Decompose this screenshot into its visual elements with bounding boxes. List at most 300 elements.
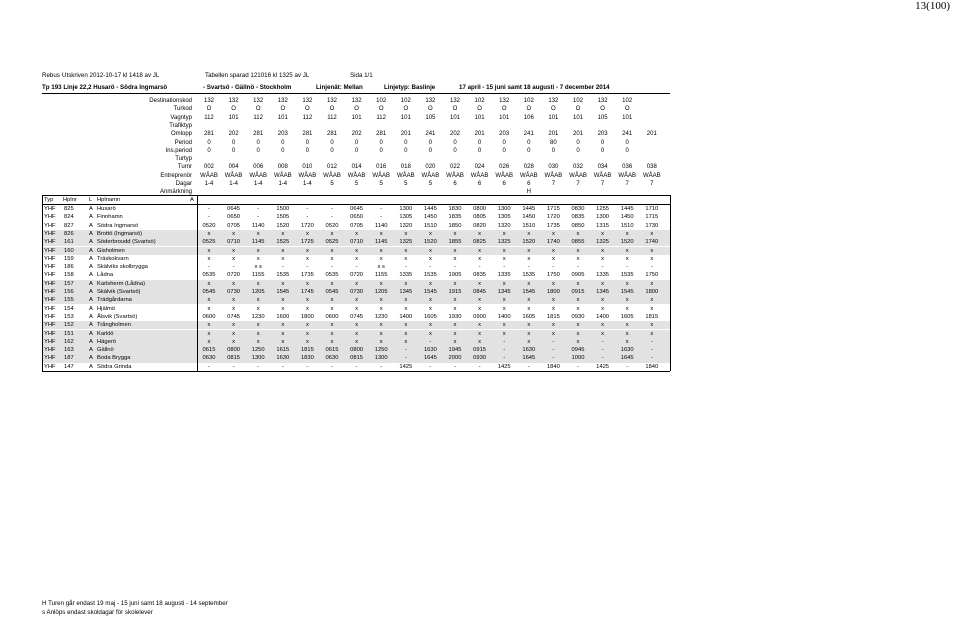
field-value: 101 <box>351 114 362 121</box>
stop-number: 162 <box>64 338 74 345</box>
field-value: O <box>329 106 335 113</box>
time-cell: x <box>551 322 555 329</box>
field-value: 028 <box>523 164 534 171</box>
stop-number: 187 <box>64 355 74 362</box>
time-cell: 1630 <box>522 347 536 354</box>
time-cell: 1645 <box>620 355 634 362</box>
table-top-rule <box>42 195 670 196</box>
time-cell: 1905 <box>448 272 462 279</box>
field-value: 112 <box>327 114 337 121</box>
field-value: WÅAB <box>593 172 612 179</box>
time-cell: x <box>330 297 334 304</box>
field-value: 132 <box>277 98 288 104</box>
time-cell: x <box>478 247 482 254</box>
time-cell: 1740 <box>546 239 560 246</box>
time-cell: - <box>650 347 653 354</box>
time-cell: x <box>355 280 359 287</box>
time-cell: - <box>208 214 210 221</box>
field-value: 5 <box>330 181 334 187</box>
field-value: 101 <box>572 114 583 121</box>
time-cell: 0520 <box>325 222 339 229</box>
time-cell: x <box>404 330 408 337</box>
time-cell: x <box>428 322 432 329</box>
field-label: Turtyp <box>175 156 192 163</box>
time-cell: 0800 <box>473 206 487 212</box>
time-cell: 1535 <box>423 272 437 279</box>
time-cell: - <box>601 338 604 345</box>
time-cell: x <box>281 230 285 237</box>
time-cell: 1520 <box>423 239 437 246</box>
time-cell: x <box>428 330 432 337</box>
time-cell: x <box>305 322 309 329</box>
time-cell: x <box>453 338 457 345</box>
field-value: 0 <box>305 147 310 154</box>
stop-name: Skälvik (Svartsö) <box>97 289 141 295</box>
field-value: 201 <box>474 131 485 138</box>
time-cell: 1725 <box>300 239 314 246</box>
field-value: 201 <box>400 131 411 138</box>
field-value: 132 <box>425 98 436 104</box>
stop-l: A <box>89 247 93 254</box>
time-cell: 1835 <box>448 214 462 221</box>
stop-name: Hjälmö <box>97 305 116 312</box>
field-label: Turkod <box>173 106 192 113</box>
field-value: WÅAB <box>347 172 366 179</box>
field-value: 0 <box>231 147 236 154</box>
stop-l: A <box>89 272 93 279</box>
table-row <box>42 313 670 321</box>
time-cell: 0855 <box>571 239 585 246</box>
time-cell: x <box>601 305 605 312</box>
time-cell: 0600 <box>325 313 339 320</box>
col-hplnamn: Hplnamn <box>97 197 121 203</box>
field-value: H <box>526 189 531 196</box>
stop-number: 826 <box>64 230 74 237</box>
time-cell: x <box>428 247 432 254</box>
time-cell: x s <box>254 264 262 271</box>
time-cell: x <box>256 255 260 262</box>
time-cell: 1335 <box>497 272 511 279</box>
time-cell: 0800 <box>227 347 241 354</box>
table-right-border <box>670 195 671 371</box>
time-cell: 1205 <box>251 289 265 295</box>
time-cell: x <box>379 297 383 304</box>
time-cell: 0915 <box>473 347 487 354</box>
field-value: 0 <box>600 147 605 154</box>
time-cell: x <box>502 322 506 329</box>
time-cell: x <box>478 330 482 337</box>
time-cell: x <box>404 338 408 345</box>
time-cell: x <box>379 247 383 254</box>
stop-number: 160 <box>64 247 74 254</box>
table-row <box>42 238 670 246</box>
table-row <box>42 280 670 288</box>
stop-l: A <box>89 313 93 320</box>
time-cell: x <box>281 297 285 304</box>
time-cell: x <box>502 330 506 337</box>
time-cell: 0835 <box>571 214 585 221</box>
field-value: WÅAB <box>298 172 317 179</box>
field-value: 0 <box>404 147 408 154</box>
time-cell: 0930 <box>571 313 585 320</box>
time-cell: - <box>306 264 309 271</box>
time-cell: 1630 <box>423 347 437 354</box>
time-cell: 0900 <box>473 313 487 320</box>
field-value: 101 <box>400 114 411 121</box>
stop-name: Husarö <box>97 206 116 212</box>
time-cell: 1735 <box>300 272 314 279</box>
time-cell: 1815 <box>546 313 560 320</box>
field-value: 0 <box>207 147 211 154</box>
time-cell: x <box>330 255 334 262</box>
table-row <box>42 321 670 329</box>
field-value: 101 <box>622 114 633 121</box>
stop-type: YHF <box>44 305 56 312</box>
time-cell: - <box>552 338 555 345</box>
time-cell: x <box>576 255 580 262</box>
time-cell: x <box>330 305 334 312</box>
stop-type: YHF <box>44 297 56 304</box>
field-value: O <box>452 106 458 113</box>
col-a: A <box>190 197 194 203</box>
time-cell: 0705 <box>350 222 364 229</box>
stop-type: YHF <box>44 255 56 262</box>
field-value: O <box>280 106 286 113</box>
time-cell: x <box>232 297 236 304</box>
time-cell: 1300 <box>497 206 511 212</box>
time-cell: - <box>454 264 456 271</box>
time-cell: x <box>281 280 285 287</box>
rebus-label: Rebus <box>42 72 60 79</box>
time-cell: x <box>650 280 654 287</box>
time-cell: x <box>330 280 334 287</box>
col-typ: Typ <box>44 197 54 203</box>
time-cell: 1645 <box>522 355 536 362</box>
time-cell: x <box>207 322 211 329</box>
time-cell: x <box>379 322 383 329</box>
stop-type: YHF <box>44 347 56 354</box>
time-cell: 1450 <box>522 214 536 221</box>
time-cell: 0905 <box>571 272 585 279</box>
stop-number: 163 <box>64 347 74 354</box>
time-cell: 0710 <box>350 239 364 246</box>
field-value: 102 <box>523 98 534 104</box>
time-cell: x <box>551 230 555 237</box>
time-cell: x <box>453 255 457 262</box>
time-cell: - <box>650 264 653 271</box>
field-value: 112 <box>302 114 313 121</box>
time-cell: 0720 <box>350 272 364 279</box>
table-row <box>42 363 670 371</box>
time-cell: 1155 <box>374 272 388 279</box>
field-value: 102 <box>376 98 387 104</box>
time-cell: 1230 <box>374 313 388 320</box>
field-value: 203 <box>597 131 608 138</box>
time-cell: 1315 <box>596 222 610 229</box>
time-cell: x <box>625 305 629 312</box>
time-cell: x <box>355 255 359 262</box>
time-cell: 1600 <box>276 313 290 320</box>
field-value: WÅAB <box>446 172 464 179</box>
stop-type: YHF <box>44 230 56 237</box>
field-value: 132 <box>228 98 239 104</box>
field-value: 034 <box>597 164 608 171</box>
time-cell: x <box>379 305 383 312</box>
field-value: 002 <box>203 164 214 171</box>
field-value: 132 <box>203 98 214 104</box>
time-cell: x <box>601 280 605 287</box>
field-value: 102 <box>400 98 411 104</box>
field-value: 0 <box>354 147 359 154</box>
field-value: 7 <box>625 181 629 187</box>
time-cell: 0525 <box>325 239 339 246</box>
time-cell: 0630 <box>325 355 339 362</box>
stop-number: 154 <box>64 305 74 312</box>
time-cell: - <box>552 355 555 362</box>
time-cell: - <box>331 214 333 221</box>
field-value: 202 <box>228 131 239 138</box>
stop-type: YHF <box>44 272 56 279</box>
time-cell: x <box>625 230 629 237</box>
stop-type: YHF <box>44 239 56 246</box>
time-cell: x <box>404 322 408 329</box>
time-cell: x <box>305 255 309 262</box>
field-value: 281 <box>253 131 264 138</box>
time-cell: x <box>207 297 211 304</box>
time-cell: x <box>527 297 531 304</box>
time-cell: x <box>502 247 506 254</box>
time-cell: 1930 <box>448 313 462 320</box>
time-cell: 1605 <box>620 313 634 320</box>
field-value: O <box>231 106 236 113</box>
field-value: 5 <box>404 181 408 187</box>
field-value: 1-4 <box>229 181 238 187</box>
time-cell: 1445 <box>620 206 634 212</box>
time-cell: - <box>380 214 383 221</box>
time-cell: 1645 <box>423 355 437 362</box>
field-label: Turnr <box>177 164 192 171</box>
time-cell: x <box>330 338 334 345</box>
field-value: 201 <box>572 131 583 138</box>
time-cell: - <box>503 355 506 362</box>
printed-info: Utskriven 2012-10-17 kl 1418 av JL <box>62 72 160 79</box>
field-value: 0 <box>625 147 629 154</box>
time-cell: x <box>625 338 629 345</box>
time-cell: x <box>551 247 555 254</box>
time-cell: x <box>650 297 654 304</box>
field-value: O <box>378 106 384 113</box>
stop-number: 161 <box>64 239 74 246</box>
time-cell: 0650 <box>227 214 241 221</box>
time-cell: 1945 <box>448 347 462 354</box>
time-cell: x <box>207 338 211 345</box>
field-value: O <box>428 106 433 113</box>
time-cell: 1250 <box>374 347 388 354</box>
time-cell: x <box>625 330 629 337</box>
stop-number: 157 <box>64 280 74 287</box>
time-cell: - <box>454 363 456 370</box>
time-cell: x <box>625 280 629 287</box>
field-value: WÅAB <box>396 172 415 179</box>
stop-number: 186 <box>64 264 74 271</box>
table-row <box>42 288 670 296</box>
field-value: 101 <box>277 114 288 121</box>
field-label: Period <box>174 139 192 146</box>
field-value: 241 <box>523 131 534 138</box>
field-value: O <box>551 106 556 113</box>
time-cell: x <box>355 247 359 254</box>
saved-info: Tabellen sparad 121016 kl 1325 av JL <box>205 72 310 79</box>
time-cell: x <box>502 230 506 237</box>
time-cell: x <box>551 330 555 337</box>
time-cell: x <box>453 330 457 337</box>
time-cell: x <box>601 255 605 262</box>
time-cell: - <box>503 264 506 271</box>
field-value: WÅAB <box>519 172 538 179</box>
time-cell: x <box>478 280 482 287</box>
field-value: 102 <box>622 98 633 104</box>
time-cell: x <box>256 330 260 337</box>
time-cell: x <box>650 330 654 337</box>
time-cell: x <box>551 305 555 312</box>
stop-number: 825 <box>64 206 74 212</box>
time-cell: 0745 <box>350 313 364 320</box>
time-cell: 1445 <box>423 206 437 212</box>
time-cell: 1505 <box>276 214 290 221</box>
stop-type: YHF <box>44 289 56 295</box>
field-value: 102 <box>474 98 485 104</box>
time-cell: x <box>281 330 285 337</box>
time-cell: x <box>601 330 605 337</box>
time-cell: - <box>626 363 629 370</box>
time-cell: 1615 <box>276 347 290 354</box>
time-cell: x <box>576 297 580 304</box>
field-value: O <box>575 106 581 113</box>
page-info: Sida 1/1 <box>350 72 373 79</box>
field-value: 0 <box>477 139 482 146</box>
time-cell: x <box>650 322 654 329</box>
time-cell: 0600 <box>202 313 216 320</box>
field-label: Anmärkning <box>159 189 192 196</box>
time-cell: x <box>330 230 334 237</box>
time-cell: 1255 <box>596 206 610 212</box>
time-cell: 1400 <box>596 313 610 320</box>
time-cell: x <box>527 322 531 329</box>
field-value: 132 <box>302 98 313 104</box>
stop-number: 827 <box>64 222 74 229</box>
header-rule <box>42 93 670 94</box>
time-cell: x <box>576 338 580 345</box>
field-value: 281 <box>326 131 337 138</box>
field-value: O <box>206 106 212 113</box>
field-value: 036 <box>622 164 633 171</box>
table-row <box>42 205 670 213</box>
time-cell: 0730 <box>227 289 241 295</box>
field-value: 0 <box>281 147 285 154</box>
field-value: WÅAB <box>569 172 587 179</box>
field-value: 6 <box>527 181 531 187</box>
time-cell: x <box>355 230 359 237</box>
stop-l: A <box>89 214 93 221</box>
time-cell: - <box>503 338 506 345</box>
field-label: Omlopp <box>170 131 192 138</box>
time-cell: 1445 <box>522 206 536 212</box>
time-cell: - <box>552 264 555 271</box>
time-cell: 1545 <box>522 289 536 295</box>
field-value: 202 <box>351 131 362 138</box>
field-value: 004 <box>228 164 239 171</box>
time-cell: 0850 <box>571 222 585 229</box>
field-value: O <box>403 106 409 113</box>
time-cell: 1145 <box>374 239 388 246</box>
stop-type: YHF <box>44 247 56 254</box>
time-cell: x <box>404 247 408 254</box>
page-number: 13(100) <box>915 0 950 12</box>
time-cell: 1520 <box>276 222 290 229</box>
stop-type: YHF <box>44 330 56 337</box>
stop-name: Lådna <box>97 272 114 279</box>
time-cell: 1545 <box>620 289 634 295</box>
time-cell: x <box>428 255 432 262</box>
stop-name: Hägerö <box>97 338 117 345</box>
time-cell: 1320 <box>497 222 511 229</box>
time-cell: - <box>478 264 481 271</box>
table-row <box>42 222 670 230</box>
time-cell: 0650 <box>350 214 364 221</box>
time-cell: 0915 <box>571 289 585 295</box>
table-row <box>42 230 670 238</box>
time-cell: - <box>601 347 604 354</box>
time-cell: x <box>478 322 482 329</box>
time-cell: x <box>576 330 580 337</box>
time-cell: 0800 <box>350 347 364 354</box>
time-cell: - <box>552 347 555 354</box>
time-cell: 1715 <box>546 206 560 212</box>
field-value: 038 <box>646 164 657 171</box>
time-cell: - <box>380 206 383 212</box>
time-cell: 1830 <box>300 355 314 362</box>
stop-l: A <box>89 363 93 370</box>
field-value: 1-4 <box>303 181 312 187</box>
time-cell: x <box>601 247 605 254</box>
field-value: 0 <box>453 147 457 154</box>
stop-type: YHF <box>44 222 56 229</box>
time-cell: 1545 <box>423 289 437 295</box>
stop-type: YHF <box>44 280 56 287</box>
stop-type: YHF <box>44 264 56 271</box>
time-cell: x <box>232 322 236 329</box>
field-value: 014 <box>351 164 362 171</box>
field-value: 101 <box>474 114 485 121</box>
time-cell: 1840 <box>645 363 659 370</box>
field-value: 026 <box>499 164 510 171</box>
field-value: 0 <box>354 139 359 146</box>
time-cell: 1840 <box>546 363 560 370</box>
field-label: Ins.period <box>165 147 192 154</box>
time-cell: x <box>478 297 482 304</box>
time-cell: 0845 <box>473 289 487 295</box>
field-value: 0 <box>305 139 310 146</box>
field-value: WÅAB <box>495 172 514 179</box>
time-cell: x <box>207 305 211 312</box>
time-cell: 1715 <box>645 214 659 221</box>
field-label: Trafiktyp <box>169 122 192 129</box>
stop-l: A <box>89 297 93 304</box>
time-cell: 1400 <box>399 313 413 320</box>
field-value: 6 <box>453 181 457 187</box>
stop-l: A <box>89 255 93 262</box>
time-cell: 0525 <box>202 239 216 246</box>
